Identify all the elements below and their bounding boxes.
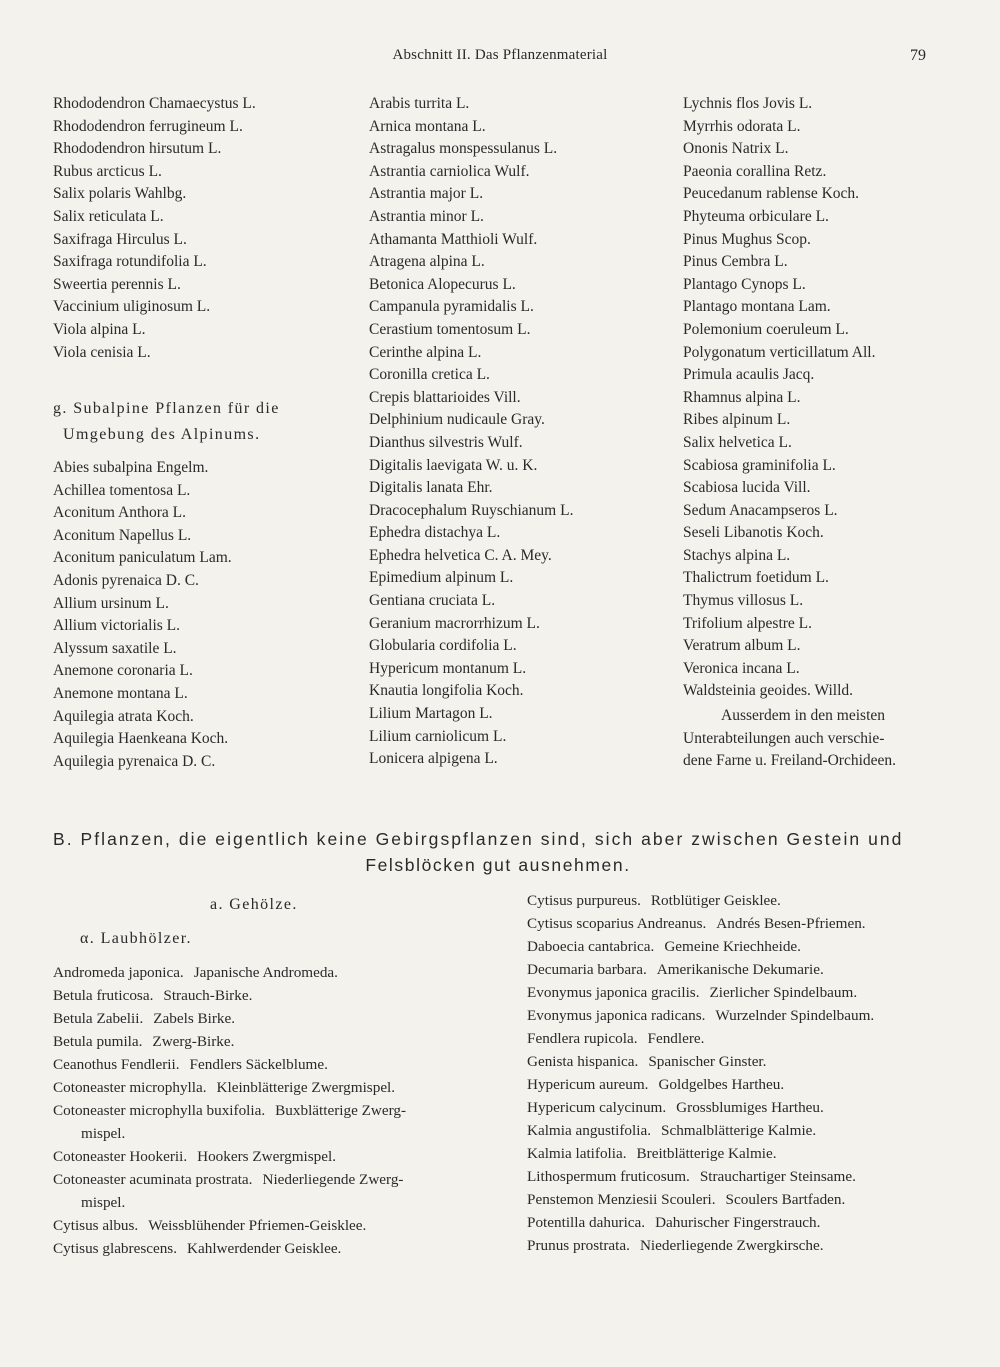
plant-entry: Lilium Martagon L. (369, 705, 493, 723)
plant-entry: Saxifraga rotundifolia L. (53, 253, 207, 271)
column-2-list (369, 93, 659, 771)
plant-entry: Primula acaulis Jacq. (683, 366, 815, 384)
plant-entry: Allium victorialis L. (53, 617, 180, 635)
plant-entry: Veronica incana L. (683, 659, 800, 677)
plant-entry (527, 958, 957, 981)
german-name: Wurzelnder Spindelbaum. (715, 1007, 875, 1024)
plant-entry (527, 1096, 957, 1119)
plant-entry: Arabis turrita L. (369, 95, 470, 112)
plant-entry: Rubus arcticus L. (53, 162, 162, 180)
plant-entry (527, 981, 957, 1004)
latin-name: Cytisus glabrescens. (53, 1240, 178, 1257)
latin-name: Ceanothus Fendlerii. (53, 1056, 180, 1073)
plant-entry: Delphinium nudicaule Gray. (369, 411, 545, 429)
plant-entry (53, 1030, 473, 1053)
german-name: Spanischer Ginster. (648, 1053, 767, 1070)
plant-entry: Ephedra distachya L. (369, 524, 501, 542)
german-name: Fendlers Säckelblume. (189, 1056, 328, 1073)
german-name: Strauch-Birke. (163, 987, 253, 1004)
german-name: Fendlere. (647, 1030, 705, 1047)
plant-entry: Sweertia perennis L. (53, 275, 181, 293)
plant-entry: Allium ursinum L. (53, 594, 169, 612)
german-name: Rotblütiger Geisklee. (650, 892, 781, 909)
german-name-continuation: mispel. (81, 1194, 126, 1211)
plant-entry (527, 1188, 957, 1211)
plant-entry (53, 1237, 473, 1260)
plant-entry: Alyssum saxatile L. (53, 639, 177, 657)
plant-entry: Lonicera alpigena L. (369, 750, 498, 768)
plant-entry: Pinus Cembra L. (683, 253, 788, 271)
plant-entry: Rhododendron Chamaecystus L. (53, 95, 256, 112)
plant-entry (53, 1099, 473, 1122)
german-name: Breitblätterige Kalmie. (636, 1145, 777, 1162)
plant-entry: Plantago Cynops L. (683, 275, 806, 293)
latin-name: Betula Zabelii. (53, 1010, 144, 1027)
plant-entry (53, 1168, 473, 1191)
plant-entry: Knautia longifolia Koch. (369, 682, 524, 700)
plant-entry: Dracocephalum Ruyschianum L. (369, 501, 574, 519)
plant-entry: Stachys alpina L. (683, 546, 791, 564)
plant-entry: Aconitum Napellus L. (53, 526, 192, 544)
german-name: Amerikanische Dekumarie. (656, 961, 824, 978)
plant-entry: Anemone coronaria L. (53, 662, 193, 680)
column-4-woody-list (53, 961, 473, 1260)
latin-name: Kalmia latifolia. (527, 1145, 627, 1162)
plant-entry: Myrrhis odorata L. (683, 117, 801, 135)
plant-entry: Viola alpina L. (53, 320, 146, 338)
plant-entry: Rhododendron ferrugineum L. (53, 117, 243, 135)
plant-entry: Salix polaris Wahlbg. (53, 185, 187, 203)
plant-entry: Lilium carniolicum L. (369, 727, 507, 745)
german-name: Strauchartiger Steinsame. (699, 1168, 856, 1185)
plant-entry: Seseli Libanotis Koch. (683, 524, 824, 542)
latin-name: Prunus prostrata. (527, 1237, 630, 1254)
latin-name: Hypericum aureum. (527, 1076, 649, 1093)
plant-entry: Aquilegia Haenkeana Koch. (53, 730, 229, 748)
plant-entry: Coronilla cretica L. (369, 366, 490, 384)
latin-name: Potentilla dahurica. (527, 1214, 646, 1231)
plant-entry: Viola cenisia L. (53, 343, 151, 361)
plant-entry (527, 912, 957, 935)
german-name: Zabels Birke. (153, 1010, 236, 1027)
plant-entry: Trifolium alpestre L. (683, 614, 813, 632)
plant-entry: Cerastium tomentosum L. (369, 320, 531, 338)
plant-entry (53, 1007, 473, 1030)
plant-entry: Veratrum album L. (683, 637, 801, 655)
subheading-g-line2: Umgebung des Alpinums. (63, 426, 261, 443)
plant-entry: Thalictrum foetidum L. (683, 569, 829, 587)
german-name: Zwerg-Birke. (152, 1033, 235, 1050)
plant-entry (53, 1076, 473, 1099)
plant-entry (527, 935, 957, 958)
german-name: Niederliegende Zwergkirsche. (639, 1237, 824, 1254)
german-name: Zierlicher Spindelbaum. (709, 984, 858, 1001)
plant-entry: Aquilegia atrata Koch. (53, 707, 194, 725)
latin-name: Cotoneaster microphylla buxifolia. (53, 1102, 266, 1119)
plant-entry: Waldsteinia geoides. Willd. (683, 682, 854, 700)
latin-name: Daboecia cantabrica. (527, 938, 655, 955)
plant-entry (527, 889, 957, 912)
latin-name: Penstemon Menziesii Scouleri. (527, 1191, 716, 1208)
plant-entry: Campanula pyramidalis L. (369, 298, 534, 316)
subheading-gehoelze: a. Gehölze. (210, 896, 298, 913)
plant-entry (527, 1004, 957, 1027)
latin-name: Cotoneaster microphylla. (53, 1079, 207, 1096)
note-line: Ausserdem in den meisten (721, 707, 886, 724)
plant-entry: Aconitum Anthora L. (53, 504, 187, 522)
plant-entry: Anemone montana L. (53, 684, 188, 702)
column-3-list (683, 93, 968, 703)
latin-name: Cytisus albus. (53, 1217, 139, 1234)
plant-entry: Atragena alpina L. (369, 253, 485, 271)
german-name: Scoulers Bartfaden. (725, 1191, 846, 1208)
latin-name: Cotoneaster acuminata prostrata. (53, 1171, 253, 1188)
german-name: Hookers Zwergmispel. (197, 1148, 337, 1165)
latin-name: Kalmia angustifolia. (527, 1122, 651, 1139)
section-b-line1: B. Pflanzen, die eigentlich keine Gebirgspflanzen sind, sich aber zwischen Gestein und (53, 829, 904, 849)
latin-name: Lithospermum fruticosum. (527, 1168, 690, 1185)
german-name-continuation: mispel. (81, 1125, 126, 1142)
plant-entry: Rhododendron hirsutum L. (53, 140, 222, 158)
plant-entry: Astrantia major L. (369, 185, 484, 203)
latin-name: Hypericum calycinum. (527, 1099, 667, 1116)
plant-entry: Betonica Alopecurus L. (369, 275, 516, 293)
plant-entry: Aconitum paniculatum Lam. (53, 549, 232, 567)
latin-name: Cytisus purpureus. (527, 892, 641, 909)
plant-entry (527, 1119, 957, 1142)
plant-entry (53, 1053, 473, 1076)
german-name: Andrés Besen-Pfriemen. (716, 915, 866, 932)
plant-entry: Achillea tomentosa L. (53, 481, 191, 499)
latin-name: Evonymus japonica gracilis. (527, 984, 700, 1001)
latin-name: Fendlera rupicola. (527, 1030, 638, 1047)
plant-entry: Epimedium alpinum L. (369, 569, 514, 587)
plant-entry: Salix reticulata L. (53, 207, 164, 225)
column-5-woody-list (527, 889, 957, 1257)
plant-entry (53, 1145, 473, 1168)
plant-entry: Crepis blattarioides Vill. (369, 388, 521, 406)
plant-entry: Polemonium coeruleum L. (683, 320, 849, 338)
plant-entry (527, 1234, 957, 1257)
plant-entry (53, 961, 473, 984)
plant-entry: Abies subalpina Engelm. (53, 459, 209, 476)
plant-entry: Lychnis flos Jovis L. (683, 95, 813, 112)
subheading-laubhoelzer: α. Laubhölzer. (80, 930, 192, 947)
plant-entry: Ephedra helvetica C. A. Mey. (369, 546, 552, 564)
section-b-heading (53, 826, 943, 878)
plant-entry: Digitalis laevigata W. u. K. (369, 456, 538, 474)
plant-entry: Arnica montana L. (369, 117, 486, 135)
plant-entry (527, 1027, 957, 1050)
latin-name: Decumaria barbara. (527, 961, 647, 978)
plant-entry: Scabiosa lucida Vill. (683, 479, 811, 497)
plant-entry: Vaccinium uliginosum L. (53, 298, 211, 316)
plant-entry: Astrantia minor L. (369, 207, 484, 225)
plant-entry: Dianthus silvestris Wulf. (369, 433, 523, 451)
note-line: dene Farne u. Freiland-Orchideen. (683, 752, 897, 770)
column-1-bottom-list (53, 457, 343, 773)
plant-entry: Astragalus monspessulanus L. (369, 140, 558, 158)
plant-entry (527, 1165, 957, 1188)
latin-name: Genista hispanica. (527, 1053, 639, 1070)
plant-entry: Cerinthe alpina L. (369, 343, 482, 361)
plant-entry: Peucedanum rablense Koch. (683, 185, 860, 203)
german-name: Buxblätterige Zwerg- (275, 1102, 407, 1119)
plant-entry: Salix helvetica L. (683, 433, 792, 451)
plant-entry: Gentiana cruciata L. (369, 592, 496, 610)
latin-name: Cotoneaster Hookerii. (53, 1148, 188, 1165)
latin-name: Evonymus japonica radicans. (527, 1007, 706, 1024)
column-1-top-list (53, 93, 343, 364)
latin-name: Betula pumila. (53, 1033, 143, 1050)
plant-entry: Sedum Anacampseros L. (683, 501, 838, 519)
german-name: Japanische Andromeda. (193, 964, 338, 981)
plant-entry: Globularia cordifolia L. (369, 637, 517, 655)
german-name: Schmalblätterige Kalmie. (661, 1122, 817, 1139)
plant-entry: Digitalis lanata Ehr. (369, 479, 493, 497)
plant-entry: Phyteuma orbiculare L. (683, 207, 829, 225)
plant-entry: Scabiosa graminifolia L. (683, 456, 836, 474)
plant-entry (527, 1073, 957, 1096)
plant-entry: Plantago montana Lam. (683, 298, 831, 316)
plant-entry (53, 1214, 473, 1237)
plant-entry: Ononis Natrix L. (683, 140, 789, 158)
plant-entry: Hypericum montanum L. (369, 659, 527, 677)
plant-entry: Thymus villosus L. (683, 592, 804, 610)
latin-name: Andromeda japonica. (53, 964, 184, 981)
plant-entry: Polygonatum verticillatum All. (683, 343, 876, 361)
german-name: Gemeine Kriechheide. (664, 938, 801, 955)
running-header: Abschnitt II. Das Pflanzenmaterial (392, 47, 608, 63)
german-name: Goldgelbes Hartheu. (658, 1076, 785, 1093)
plant-entry: Saxifraga Hirculus L. (53, 230, 187, 248)
plant-entry (527, 1211, 957, 1234)
plant-entry (527, 1142, 957, 1165)
subheading-g (53, 396, 280, 448)
german-name: Niederliegende Zwerg- (262, 1171, 404, 1188)
german-name: Kahlwerdender Geisklee. (187, 1240, 342, 1257)
plant-entry: Pinus Mughus Scop. (683, 230, 811, 248)
plant-entry: Geranium macrorrhizum L. (369, 614, 540, 632)
german-name: Kleinblätterige Zwergmispel. (216, 1079, 396, 1096)
plant-entry: Rhamnus alpina L. (683, 388, 801, 406)
plant-entry: Adonis pyrenaica D. C. (53, 571, 199, 589)
latin-name: Cytisus scoparius Andreanus. (527, 915, 707, 932)
plant-entry: Astrantia carniolica Wulf. (369, 162, 530, 180)
plant-entry: Aquilegia pyrenaica D. C. (53, 752, 216, 770)
section-b-line2: Felsblöcken gut ausnehmen. (365, 855, 631, 875)
plant-entry (527, 1050, 957, 1073)
plant-entry: Paeonia corallina Retz. (683, 162, 827, 180)
subheading-g-line1: g. Subalpine Pflanzen für die (53, 400, 280, 417)
footnote-ferns (683, 705, 961, 773)
plant-entry: Athamanta Matthioli Wulf. (369, 230, 538, 248)
german-name: Dahurischer Fingerstrauch. (655, 1214, 821, 1231)
plant-entry (53, 984, 473, 1007)
note-line: Unterabteilungen auch verschie- (683, 729, 885, 747)
latin-name: Betula fruticosa. (53, 987, 154, 1004)
page-number: 79 (910, 47, 926, 64)
german-name: Weissblühender Pfriemen-Geisklee. (148, 1217, 367, 1234)
plant-entry: Ribes alpinum L. (683, 411, 791, 429)
german-name: Grossblumiges Hartheu. (676, 1099, 824, 1116)
